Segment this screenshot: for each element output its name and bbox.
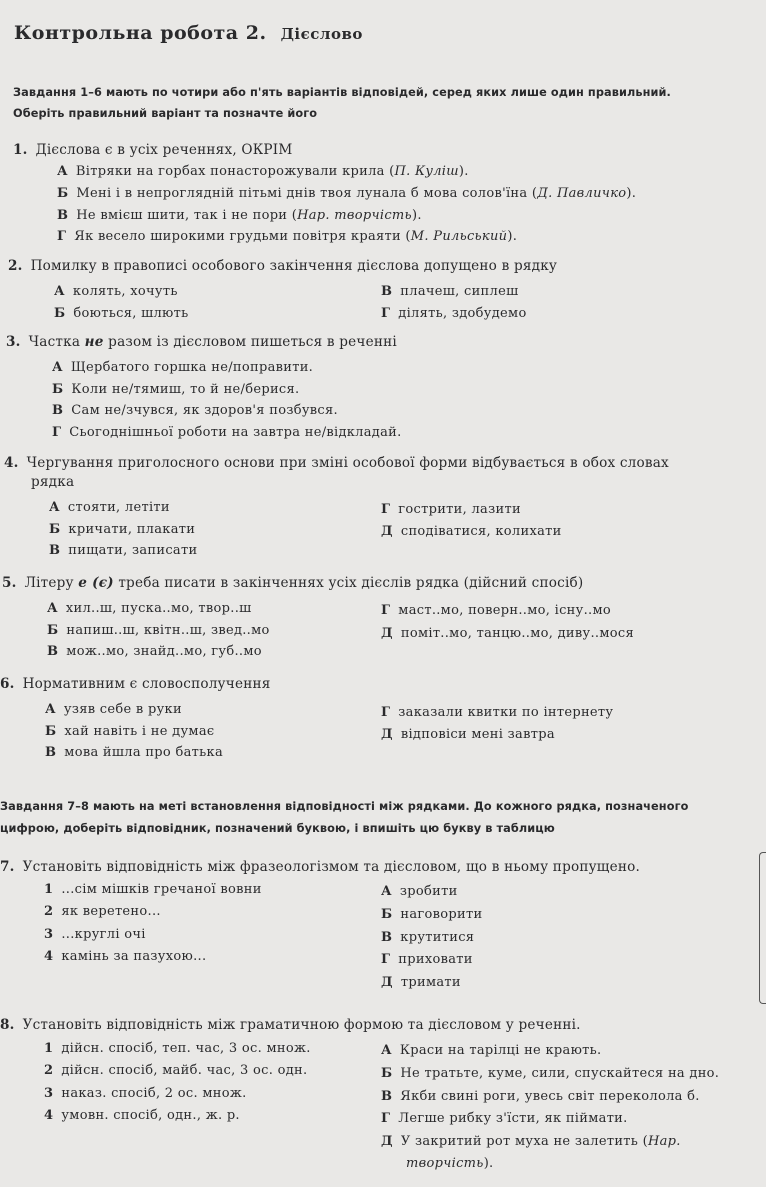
question-8-right-d-continuation: творчість). (406, 1156, 494, 1171)
question-5-option-g: Г маст..мо, поверн..мо, існу..мо (381, 603, 611, 618)
title-subtitle: Дієслово (280, 25, 363, 43)
question-4-option-b: Б кричати, плакати (49, 522, 196, 537)
question-8: 8. Установіть відповідність між граматичною формою та дієсловом у реченні. (0, 1017, 581, 1033)
question-1-option-b: Б Мені і в непроглядній пітьмі днів твоя лунала б мова солов'їна (Д. Павличко). (57, 186, 637, 201)
question-7-right-a: А зробити (381, 884, 458, 899)
question-2-option-v: В плачеш, сиплеш (381, 284, 519, 299)
question-7: 7. Установіть відповідність між фразеологізмом та дієсловом, що в ньому пропущено. (0, 859, 641, 875)
question-2-option-g: Г ділять, здобудемо (381, 306, 527, 321)
question-6: 6. Нормативним є словосполучення (0, 676, 271, 692)
question-4-option-d: Д сподіватися, колихати (381, 524, 562, 539)
title-text: Контрольна робота 2. (14, 22, 267, 44)
instructions-part1-line1: Завдання 1–6 мають по чотири або п'ять варіантів відповідей, серед яких лише один правильний. (13, 86, 671, 99)
question-8-right-a: А Краси на тарілці не крають. (381, 1043, 602, 1058)
question-8-right-g: Г Легше рибку з'їсти, як піймати. (381, 1111, 628, 1126)
question-4-option-a: А стояти, летіти (49, 500, 170, 515)
question-5-option-d: Д поміт..мо, танцю..мо, диву..мося (381, 626, 634, 641)
question-1-option-c: В Не вмієш шити, так і не пори (Нар. творчість). (57, 208, 422, 223)
question-4-continuation: рядка (31, 474, 75, 490)
question-1-option-d: Г Як весело широкими грудьми повітря краяти (М. Рильський). (57, 229, 518, 244)
question-3-option-d: Г Сьогоднішньої роботи на завтра не/відкладай. (52, 425, 402, 440)
question-6-option-d: Д відповіси мені завтра (381, 727, 555, 742)
question-1: 1. Дієслова є в усіх реченнях, ОКРІМ (13, 142, 293, 158)
question-2-option-a: А колять, хочуть (54, 284, 178, 299)
question-7-right-d: Д тримати (381, 975, 461, 990)
question-3-option-a: А Щербатого горшка не/поправити. (52, 360, 314, 375)
question-4-option-g: Г гострити, лазити (381, 502, 521, 517)
question-6-option-b: Б хай навіть і не думає (45, 724, 215, 739)
question-7-right-v: В крутитися (381, 930, 475, 945)
instructions-part1-line2: Оберіть правильний варіант та позначте його (13, 107, 318, 120)
question-3: 3. Частка не разом із дієсловом пишеться в реченні (6, 334, 397, 350)
question-8-right-d: Д У закритий рот муха не залетить (Нар. (381, 1134, 681, 1149)
question-7-right-b: Б наговорити (381, 907, 483, 922)
question-5: 5. Літеру е (є) треба писати в закінченнях усіх дієслів рядка (дійсний спосіб) (2, 575, 584, 591)
question-5-option-b: Б напиш..ш, квітн..ш, звед..мо (47, 623, 270, 638)
question-6-option-v: В мова йшла про батька (45, 745, 223, 760)
question-8-left-2: 2 дійсн. спосіб, майб. час, 3 ос. одн. (44, 1063, 308, 1078)
question-6-option-a: А узяв себе в руки (45, 702, 182, 717)
question-7-left-3: 3 ...круглі очі (44, 927, 146, 942)
question-8-left-1: 1 дійсн. спосіб, теп. час, 3 ос. множ. (44, 1041, 311, 1056)
question-7-right-g: Г приховати (381, 952, 473, 967)
question-8-left-3: 3 наказ. спосіб, 2 ос. множ. (44, 1086, 247, 1101)
question-5-option-a: А хил..ш, пуска..мо, твор..ш (47, 601, 252, 616)
question-2: 2. Помилку в правописі особового закінчення дієслова допущено в рядку (8, 258, 558, 274)
answer-table-edge (759, 852, 766, 1004)
question-6-option-g: Г заказали квитки по інтернету (381, 705, 614, 720)
question-7-left-4: 4 камінь за пазухою... (44, 949, 207, 964)
question-1-option-a: А Вітряки на горбах понасторожували крила (П. Куліш). (57, 164, 469, 179)
question-7-left-1: 1 ...сім мішків гречаної вовни (44, 882, 262, 897)
question-5-option-v: В мож..мо, знайд..мо, губ..мо (47, 644, 262, 659)
question-8-right-b: Б Не тратьте, куме, сили, спускайтеся на дно. (381, 1066, 720, 1081)
instructions-part2-line2: цифрою, доберіть відповідник, позначений буквою, і впишіть цю букву в таблицю (0, 822, 555, 835)
question-4: 4. Чергування приголосного основи при зміні особової форми відбувається в обох словах (4, 455, 669, 471)
page-title (14, 22, 363, 44)
question-7-left-2: 2 як веретено... (44, 904, 161, 919)
question-3-option-c: В Сам не/зчувся, як здоров'я позбувся. (52, 403, 338, 418)
instructions-part2-line1: Завдання 7–8 мають на меті встановлення відповідності між рядками. До кожного рядка, позначеного (0, 800, 689, 813)
question-8-right-v: В Якби свині роги, увесь світ переколола б. (381, 1089, 700, 1104)
question-8-left-4: 4 умовн. спосіб, одн., ж. р. (44, 1108, 240, 1123)
question-4-option-v: В пищати, записати (49, 543, 198, 558)
question-2-option-b: Б боються, шлють (54, 306, 189, 321)
question-3-option-b: Б Коли не/тямиш, то й не/берися. (52, 382, 300, 397)
